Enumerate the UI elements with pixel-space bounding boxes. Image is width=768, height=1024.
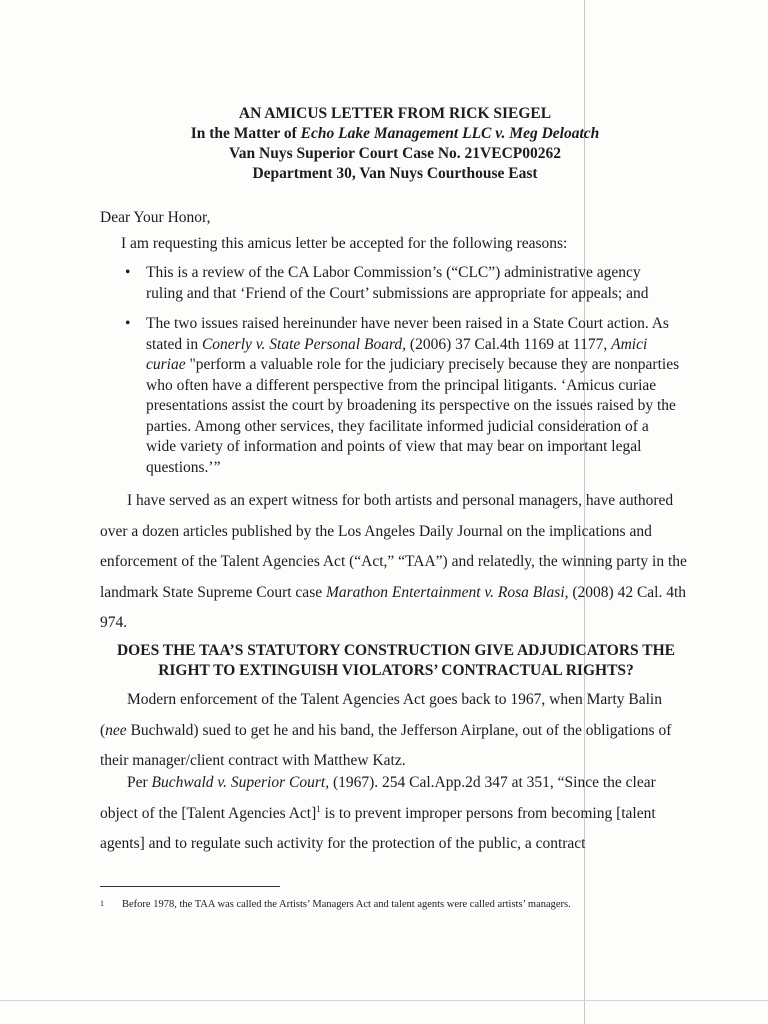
footnote <box>100 899 571 910</box>
reason-item <box>121 263 681 304</box>
text-run: I have served as an expert witness for both artists and personal managers, have authored over a dozen articles published by the Los Angeles Daily Journal on the implications and enforcement of the Talent Agencies Act (“Act,” “TAA”) and relatedly, the winning party in the landmark State Supreme Court case <box>100 492 687 601</box>
footnote-reference: 1 <box>316 803 321 814</box>
italic-citation: Amici curiae <box>146 335 648 373</box>
text-run: Buchwald) sued to get he and his band, the Jefferson Airplane, out of the obligations of their manager/client contract with Matthew Katz. <box>100 721 672 769</box>
text-run: Per <box>127 774 152 791</box>
italic-citation: Conerly v. State Personal Board, <box>201 335 407 353</box>
header-case-name: Echo Lake Management LLC v. Meg Deloatch <box>300 125 600 142</box>
header-court-case: Van Nuys Superior Court Case No. 21VECP00262 <box>229 145 561 162</box>
bullet-marker: • <box>125 264 131 281</box>
modern-enforcement-paragraph <box>100 685 690 777</box>
text-run: is to prevent improper persons from becoming [talent agents] and to regulate such activity for the protection of the public, a contract <box>100 804 656 852</box>
intro-sentence: I am requesting this amicus letter be accepted for the following reasons: <box>121 235 568 252</box>
text-run: Modern enforcement of the Talent Agencies Act goes back to 1967, when Marty Balin ( <box>100 691 662 739</box>
text-run: The two issues raised hereinunder have never been raised in a State Court action. As stated in <box>146 315 669 353</box>
scan-bottom-edge <box>0 1000 768 1001</box>
footnote-text: Before 1978, the TAA was called the Artists’ Managers Act and talent agents were called artists’ managers. <box>122 899 571 910</box>
text-run: (2006) 37 Cal.4th 1169 at 1177, <box>406 335 612 353</box>
bullet-marker: • <box>125 315 131 332</box>
italic-citation: Marathon Entertainment v. Rosa Blasi, <box>325 583 569 601</box>
text-run: This is a review of the CA Labor Commission’s (“CLC”) administrative agency ruling and that ‘Friend of the Court’ submissions are appropriate for appeals; and <box>146 264 649 302</box>
buchwald-paragraph <box>100 768 690 860</box>
reason-text <box>146 264 648 302</box>
italic-citation: Buchwald v. Superior Court, <box>151 774 330 791</box>
italic-citation: nee <box>105 721 127 739</box>
section-heading <box>96 641 696 681</box>
text-run: (1967). 254 Cal.App.2d 347 at 351, “Since the clear object of the [Talent Agencies Act] <box>100 774 656 822</box>
text-run: (2008) 42 Cal. 4th 974. <box>100 583 687 631</box>
expert-paragraph <box>100 486 690 639</box>
modern-enforcement-text <box>100 691 671 769</box>
reason-item <box>121 314 681 478</box>
header-matter <box>100 124 690 144</box>
salutation: Dear Your Honor, <box>100 209 211 226</box>
buchwald-text <box>100 774 656 852</box>
header-matter-prefix: In the Matter of <box>190 125 301 142</box>
text-run: "perform a valuable role for the judiciary precisely because they are nonparties who often have a different perspective from the principal litigants. ‘Amicus curiae presentations assist the court by broadening its perspective on the issues raised by the parties. Among other services, they facilitate informed judicial consideration of a wide variety of information and points of view that may bear on important legal questions.’” <box>146 356 680 476</box>
expert-paragraph-text <box>100 492 687 631</box>
reason-text <box>146 315 679 476</box>
header-title: AN AMICUS LETTER FROM RICK SIEGEL <box>238 105 552 122</box>
section-heading-line: DOES THE TAA’S STATUTORY CONSTRUCTION GIVE ADJUDICATORS THE <box>116 642 676 659</box>
reasons-list <box>121 263 681 488</box>
header-department: Department 30, Van Nuys Courthouse East <box>252 165 538 182</box>
letter-header <box>100 104 690 184</box>
footnote-mark: 1 <box>100 899 104 908</box>
section-heading-line: RIGHT TO EXTINGUISH VIOLATORS’ CONTRACTUAL RIGHTS? <box>158 662 634 679</box>
footnote-divider <box>100 886 280 887</box>
